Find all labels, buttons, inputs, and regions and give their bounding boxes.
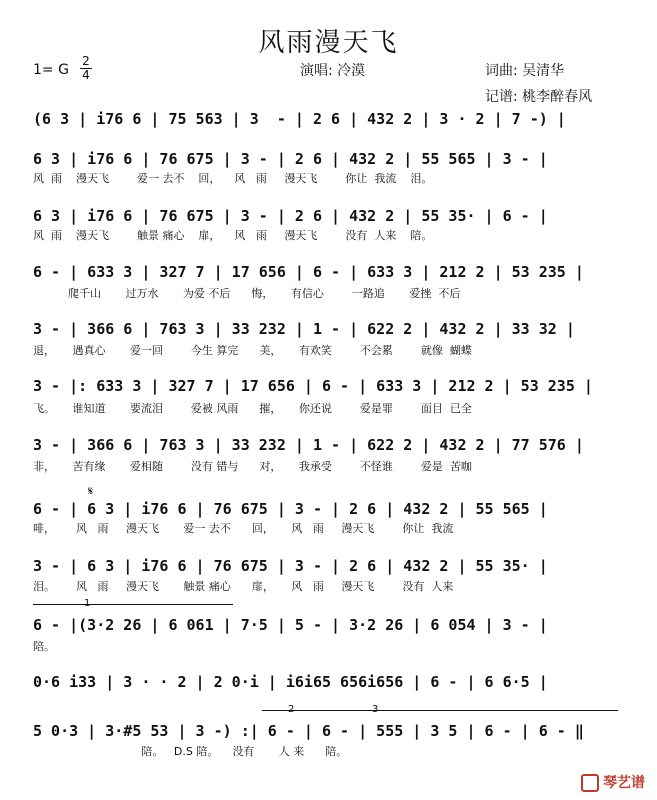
- lyric-row-2: 风 雨 漫天飞 爱一 去不 回， 风 雨 漫天飞 你让 我流 泪。: [33, 172, 433, 185]
- notation-row-3: 6 3 | i76 6 | 76 675 | 3 - | 2 6 | 432 2 | 55 35· | 6 - |: [33, 207, 548, 225]
- lyric-row-8: 啡， 风 雨 漫天飞 爱一 去不 回， 风 雨 漫天飞 你让 我流: [33, 522, 454, 535]
- volta-number-1: 1: [84, 598, 91, 609]
- lyric-row-6: 飞。 谁知道 要流泪 爱被 风雨 摧， 你还说 爱是罪 面目 已全: [33, 402, 472, 415]
- lyric-row-3: 风 雨 漫天飞 触景 痛心 扉， 风 雨 漫天飞 没有 人来 陪。: [33, 229, 433, 242]
- volta-bracket-1: [33, 604, 233, 605]
- notation-row-10: 6 - |(3·2 26 | 6 061 | 7·5 | 5 - | 3·2 26 | 6 054 | 3 - |: [33, 616, 548, 634]
- time-sig-numerator: 2: [82, 54, 90, 68]
- time-sig-denominator: 4: [82, 68, 90, 82]
- lyric-row-7: 非， 苦有缘 爱相随 没有 错与 对， 我承受 不怪谁 爱是 苦咖: [33, 460, 472, 473]
- volta-bracket-3: [318, 710, 618, 711]
- lyric-row-4: 爬千山 过万水 为爱 不后 悔， 有信心 一路追 爱挫 不后: [33, 287, 461, 300]
- notation-row-4: 6 - | 633 3 | 327 7 | 17 656 | 6 - | 633 3 | 212 2 | 53 235 |: [33, 263, 584, 281]
- volta-number-2: 2: [288, 704, 295, 715]
- notation-row-12: 5 0·3 | 3·#5 53 | 3 -) :| 6 - | 6 - | 555 | 3 5 | 6 - | 6 - ‖: [33, 722, 584, 740]
- song-title: 风雨漫天飞: [258, 28, 399, 58]
- notation-row-7: 3 - | 366 6 | 763 3 | 33 232 | 1 - | 622 2 | 432 2 | 77 576 |: [33, 436, 584, 454]
- lyric-row-9: 泪。 风 雨 漫天飞 触景 痛心 扉， 风 雨 漫天飞 没有 人来: [33, 580, 454, 593]
- transcriber-credit: 记谱: 桃李醉春风: [485, 89, 593, 105]
- lyric-row-10: 陪。: [33, 640, 55, 653]
- notation-row-8: 6 - | 6 3 | i76 6 | 76 675 | 3 - | 2 6 | 432 2 | 55 565 |: [33, 500, 548, 518]
- logo-icon: [581, 774, 599, 792]
- notation-row-5: 3 - | 366 6 | 763 3 | 33 232 | 1 - | 622 2 | 432 2 | 33 32 |: [33, 320, 575, 338]
- notation-row-1: (6 3 | i76 6 | 75 563 | 3 - | 2 6 | 432 2 | 3 · 2 | 7 -) |: [33, 110, 566, 128]
- notation-row-6: 3 - |: 633 3 | 327 7 | 17 656 | 6 - | 633 3 | 212 2 | 53 235 |: [33, 377, 593, 395]
- site-logo: [581, 772, 645, 792]
- key-signature: 1= G: [33, 62, 69, 78]
- volta-number-3: 3: [372, 704, 379, 715]
- notation-row-9: 3 - | 6 3 | i76 6 | 76 675 | 3 - | 2 6 | 432 2 | 55 35· |: [33, 557, 548, 575]
- segno-sign: 𝄋: [88, 484, 94, 498]
- lyric-row-5: 退， 遇真心 爱一回 今生 算完 美， 有欢笑 不会累 就像 蝴蝶: [33, 344, 472, 357]
- notation-row-2: 6 3 | i76 6 | 76 675 | 3 - | 2 6 | 432 2 | 55 565 | 3 - |: [33, 150, 548, 168]
- singer-credit: 演唱: 冷漠: [300, 63, 366, 79]
- notation-row-11: 0·6 i33 | 3 · · 2 | 2 0·i | i6i65 656i656 | 6 - | 6 6·5 |: [33, 673, 548, 691]
- logo-text: 琴艺谱: [603, 775, 645, 791]
- lyricist-credit: 词曲: 吴清华: [485, 63, 565, 79]
- lyric-row-12: 陪。 D.S 陪。 没有 人 来 陪。: [33, 745, 348, 758]
- time-signature: [80, 56, 92, 81]
